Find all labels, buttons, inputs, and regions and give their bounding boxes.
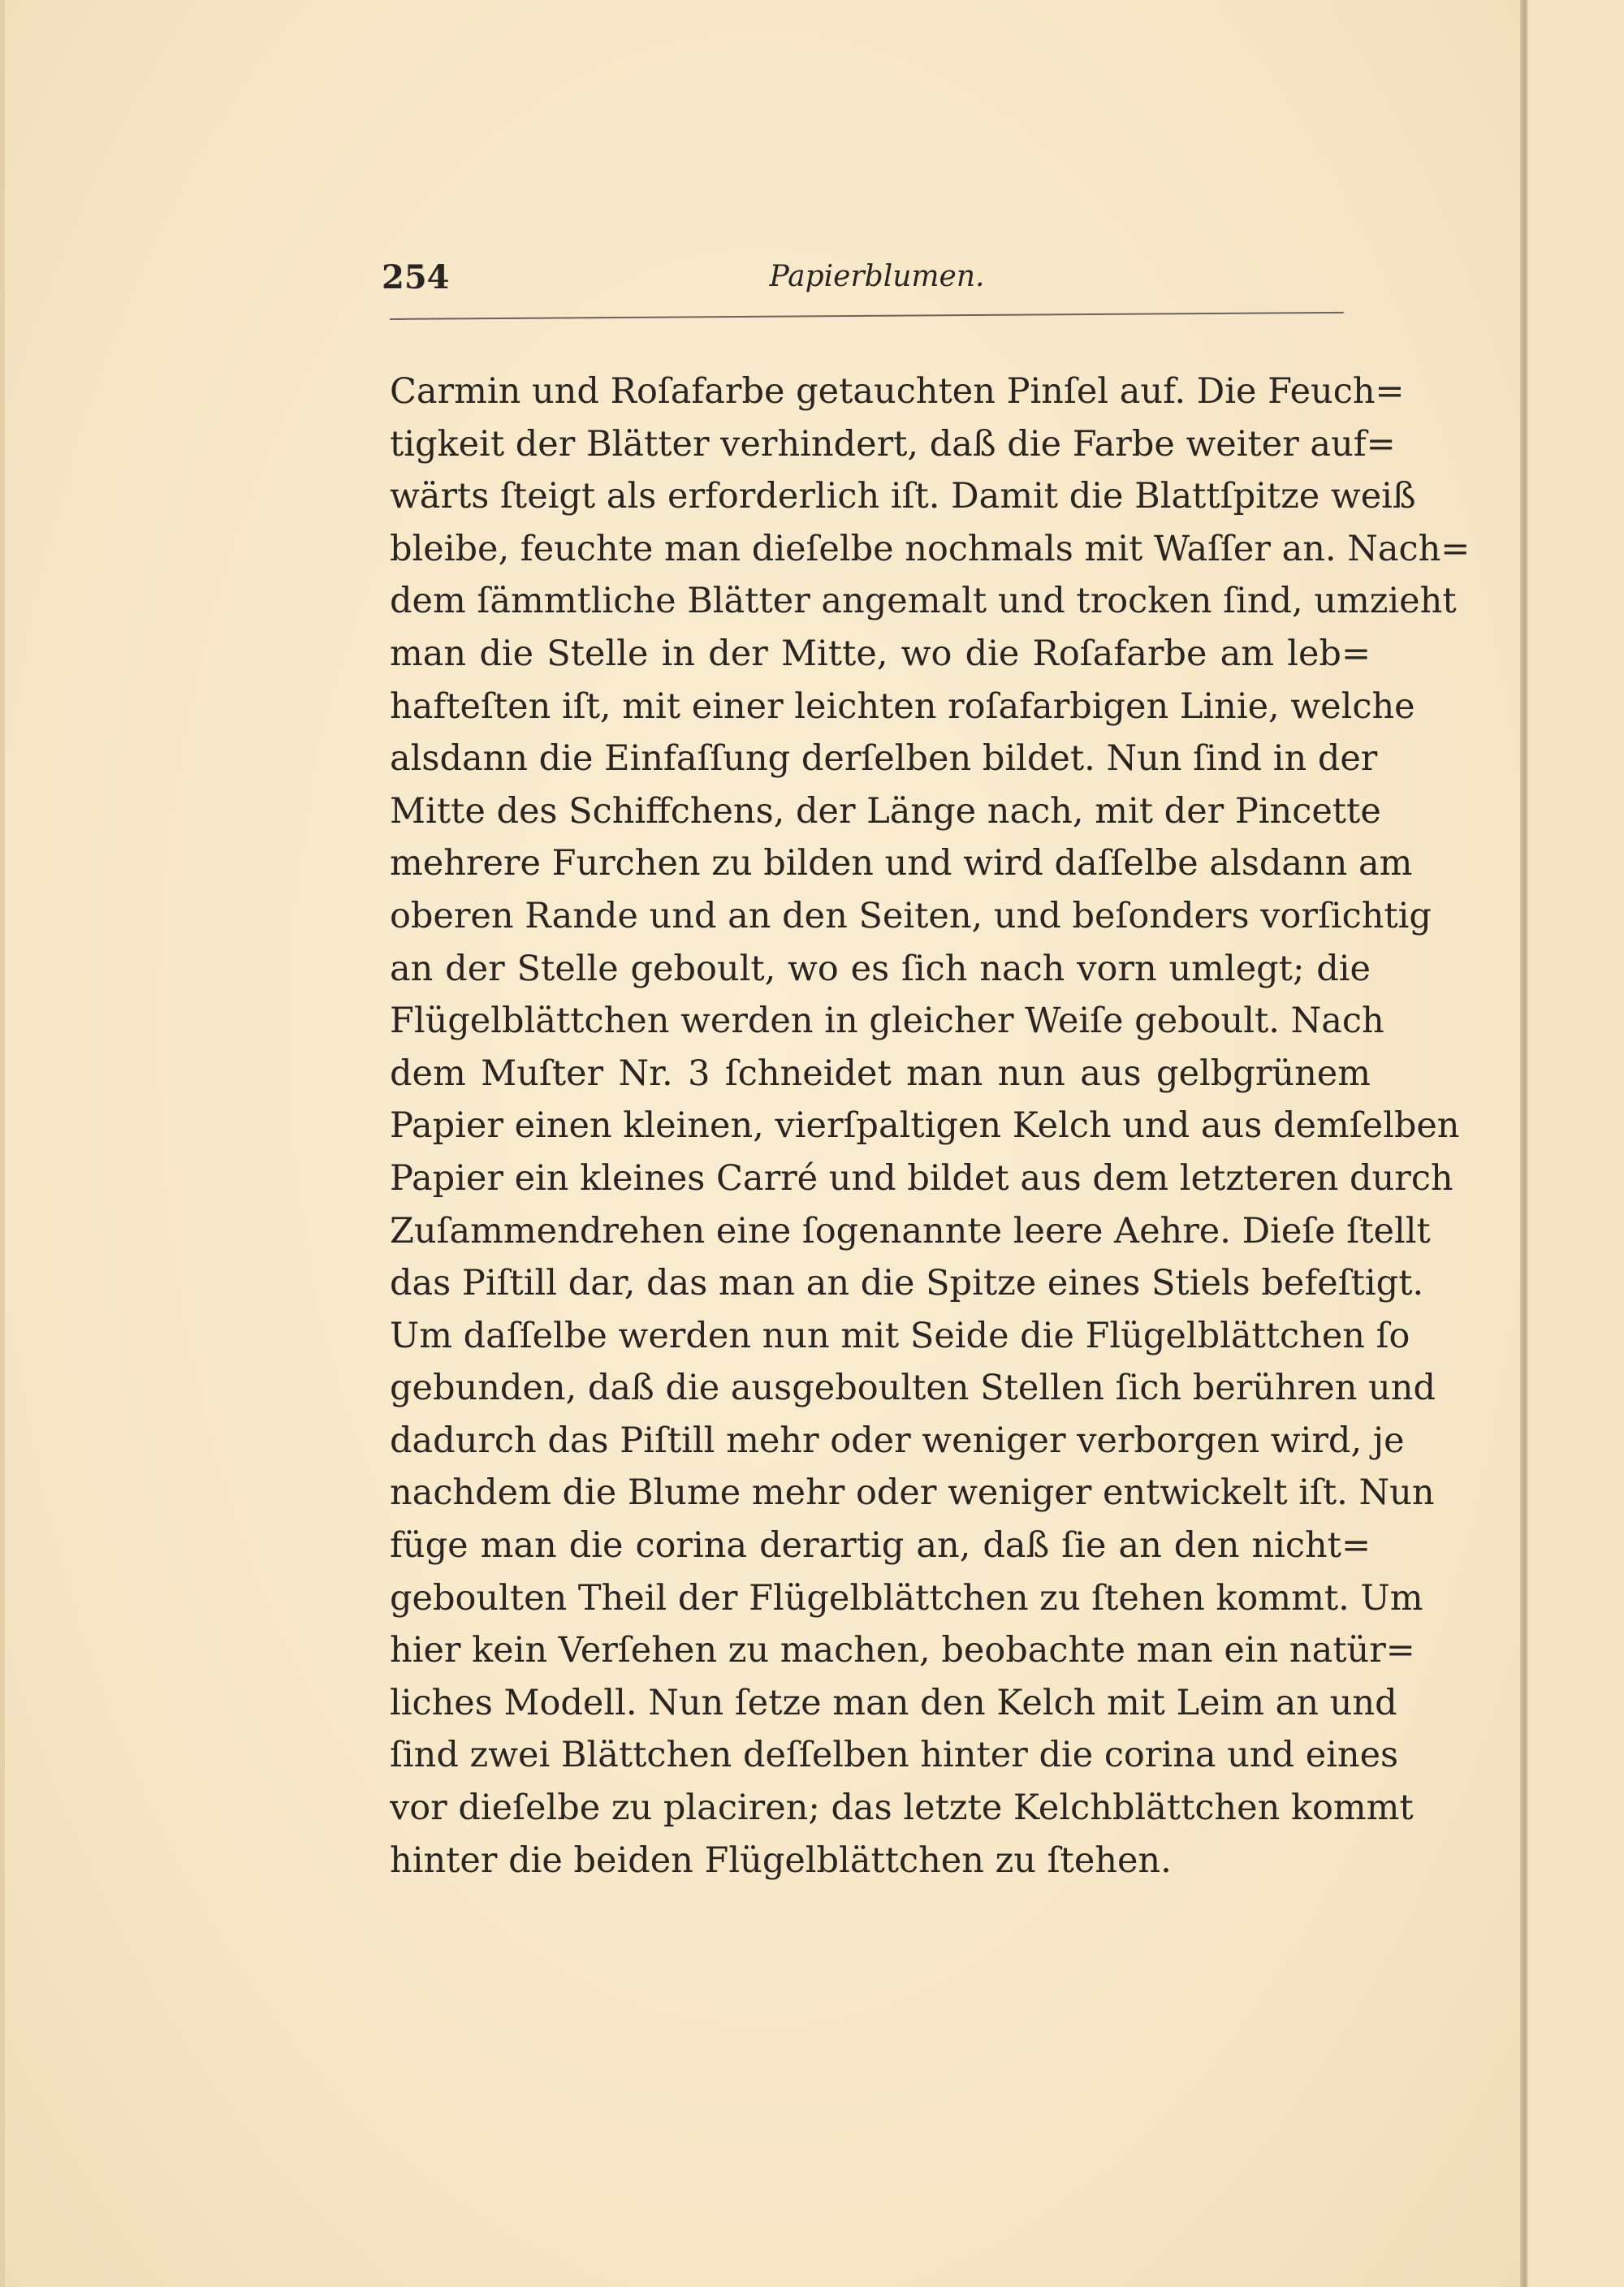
text-line: mehrere Furchen zu bilden und wird daſſelbe alsdann am	[390, 843, 1413, 884]
text-line: das Piſtill dar, das man an die Spitze eines Stiels befeſtigt.	[390, 1263, 1424, 1304]
header-rule	[390, 312, 1344, 320]
text-line: bleibe, feuchte man dieſelbe nochmals mit Waſſer an. Nach=	[390, 528, 1471, 569]
text-line: oberen Rande und an den Seiten, und beſonders vorſichtig	[390, 895, 1432, 936]
text-line: Flügelblättchen werden in gleicher Weiſe geboult. Nach	[390, 1001, 1384, 1042]
text-line: geboulten Theil der Flügelblättchen zu ſtehen kommt. Um	[390, 1577, 1423, 1619]
text-line: tigkeit der Blätter verhindert, daß die Farbe weiter auf=	[390, 423, 1396, 465]
text-line: an der Stelle geboult, wo es ſich nach vorn umlegt; die	[390, 948, 1371, 989]
next-page-edge	[1528, 0, 1624, 2287]
page-header	[382, 258, 1372, 307]
text-line: vor dieſelbe zu placiren; das letzte Kelchblättchen kommt	[390, 1788, 1414, 1829]
text-line: Papier ein kleines Carré und bildet aus dem letzteren durch	[390, 1157, 1453, 1199]
text-line: Zuſammendrehen eine ſogenannte leere Aehre. Dieſe ſtellt	[390, 1210, 1431, 1252]
page-number: 254	[382, 258, 450, 296]
text-line: dadurch das Piſtill mehr oder weniger verborgen wird, je	[390, 1420, 1405, 1461]
body-text	[390, 365, 1471, 1887]
text-line: dem Muſter Nr. 3 ſchneidet man nun aus gelbgrünem	[390, 1053, 1371, 1094]
text-line: Mitte des Schiffchens, der Länge nach, mit der Pincette	[390, 790, 1381, 832]
text-line: hafteſten iſt, mit einer leichten roſafarbigen Linie, welche	[390, 685, 1415, 727]
text-line: hier kein Verſehen zu machen, beobachte man ein natür=	[390, 1630, 1415, 1671]
text-line: alsdann die Einfaſſung derſelben bildet. Nun ſind in der	[390, 738, 1378, 780]
text-line: man die Stelle in der Mitte, wo die Roſafarbe am leb=	[390, 633, 1371, 674]
text-line: Um daſſelbe werden nun mit Seide die Flügelblättchen ſo	[390, 1315, 1410, 1356]
text-line: wärts ſteigt als erforderlich iſt. Damit die Blattſpitze weiß	[390, 476, 1416, 517]
text-line: liches Modell. Nun ſetze man den Kelch mit Leim an und	[390, 1682, 1397, 1723]
text-line: nachdem die Blume mehr oder weniger entwickelt iſt. Nun	[390, 1472, 1435, 1514]
text-line: hinter die beiden Flügelblättchen zu ſtehen.	[390, 1840, 1172, 1881]
page-fold	[1520, 0, 1528, 2287]
text-line: füge man die corina derartig an, daß ſie an den nicht=	[390, 1525, 1371, 1567]
text-line: Carmin und Roſafarbe getauchten Pinſel auf. Die Feuch=	[390, 371, 1405, 412]
text-line: Papier einen kleinen, vierſpaltigen Kelch und aus demſelben	[390, 1105, 1460, 1147]
page-left-edge	[0, 0, 5, 2287]
running-title: Papierblumen.	[769, 260, 985, 293]
text-line: gebunden, daß die ausgeboulten Stellen ſich berühren und	[390, 1368, 1436, 1409]
text-line: ſind zwei Blättchen deſſelben hinter die corina und eines	[390, 1735, 1399, 1776]
text-line: dem ſämmtliche Blätter angemalt und trocken ſind, umzieht	[390, 581, 1457, 622]
